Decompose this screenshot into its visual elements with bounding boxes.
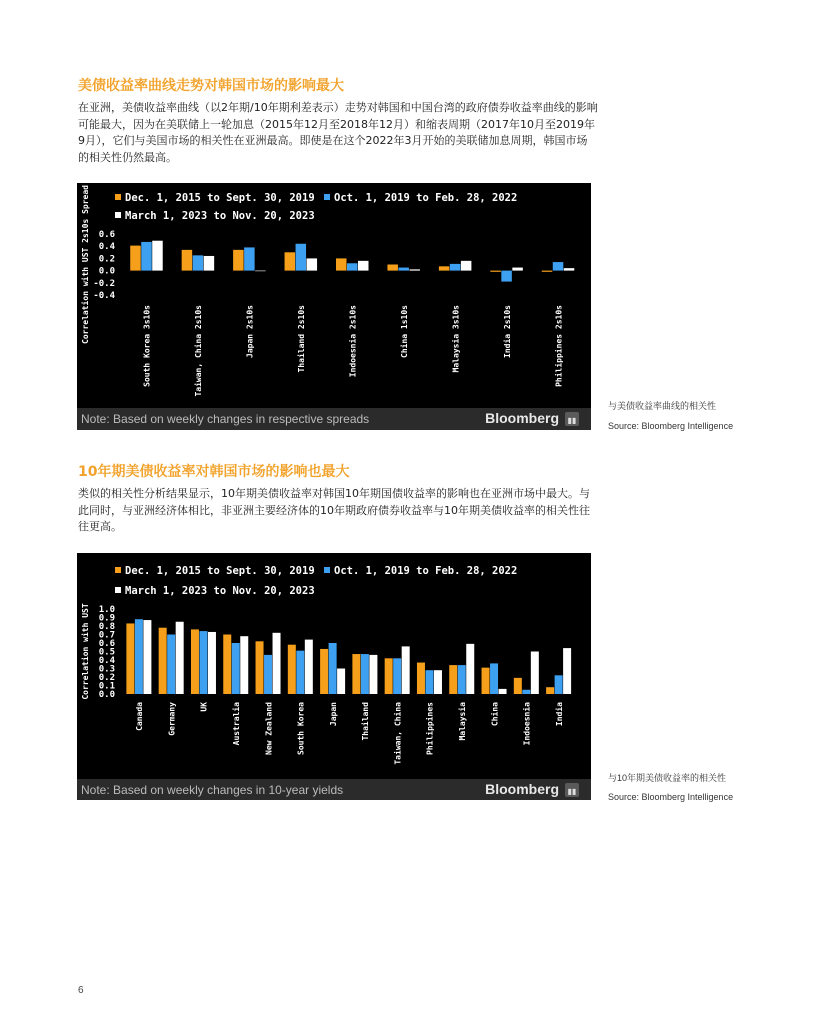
bar bbox=[564, 268, 575, 270]
x-category-label: India 2s10s bbox=[502, 305, 512, 358]
chart-2-caption-source: Source: Bloomberg Intelligence bbox=[608, 792, 734, 802]
chart-1-container bbox=[77, 183, 591, 430]
y-tick-label: 0.1 bbox=[98, 681, 115, 692]
y-tick-label: 0.9 bbox=[98, 613, 115, 624]
bar bbox=[305, 640, 313, 694]
x-category-label: Philippines bbox=[425, 702, 435, 755]
bar bbox=[466, 644, 474, 694]
chart-2-caption-title: 与10年期美债收益率的相关性 bbox=[608, 773, 727, 783]
x-category-label: China 1s10s bbox=[399, 305, 409, 358]
x-category-label: New Zealand bbox=[264, 702, 274, 755]
bar bbox=[402, 646, 410, 694]
legend-label: Dec. 1, 2015 to Sept. 30, 2019 bbox=[125, 192, 315, 204]
y-tick-label: 0.2 bbox=[98, 254, 115, 265]
bar bbox=[458, 665, 466, 694]
bar bbox=[255, 271, 266, 272]
y-tick-label: -0.4 bbox=[93, 291, 115, 301]
legend-label: Oct. 1, 2019 to Feb. 28, 2022 bbox=[334, 565, 518, 577]
bar bbox=[191, 629, 199, 694]
y-tick-label: 0.8 bbox=[98, 622, 115, 632]
bar bbox=[542, 271, 553, 272]
x-category-label: Philippines 2s10s bbox=[554, 305, 564, 387]
section-1-title: 美债收益率曲线走势对韩国市场的影响最大 bbox=[78, 78, 344, 94]
bar bbox=[425, 670, 433, 694]
bar bbox=[482, 668, 490, 694]
x-category-label: South Korea 3s10s bbox=[142, 305, 152, 387]
bar bbox=[204, 256, 215, 271]
bar bbox=[232, 643, 240, 694]
x-category-label: China bbox=[490, 702, 500, 727]
y-tick-label: 0.0 bbox=[98, 690, 115, 700]
bar bbox=[233, 250, 244, 271]
bar bbox=[336, 258, 347, 270]
y-tick-label: 0.6 bbox=[98, 639, 115, 649]
legend-swatch bbox=[324, 567, 330, 573]
bloomberg-terminal-glyph: ▮▮ bbox=[567, 416, 577, 425]
bar bbox=[522, 690, 530, 694]
bar bbox=[273, 633, 281, 694]
x-category-label: South Korea bbox=[296, 702, 306, 755]
y-axis-label: Correlation with UST bbox=[81, 603, 90, 700]
bar bbox=[393, 658, 401, 694]
bar bbox=[152, 241, 163, 271]
bar bbox=[512, 268, 523, 271]
bar bbox=[159, 628, 167, 694]
bar bbox=[307, 258, 318, 270]
x-category-label: Thailand 2s10s bbox=[297, 305, 307, 373]
legend-swatch bbox=[115, 587, 121, 593]
x-category-label: Japan bbox=[328, 702, 338, 727]
bar bbox=[143, 620, 151, 694]
chart-2-container bbox=[77, 553, 591, 800]
bar bbox=[244, 247, 255, 270]
legend-label: March 1, 2023 to Nov. 20, 2023 bbox=[125, 210, 315, 222]
bar bbox=[490, 663, 498, 694]
bar bbox=[385, 658, 393, 694]
x-category-label: Taiwan, China 2s10s bbox=[194, 305, 204, 397]
legend-swatch bbox=[115, 567, 121, 573]
bar bbox=[176, 622, 184, 694]
chart-2 bbox=[77, 553, 591, 800]
bar bbox=[347, 263, 358, 270]
bar bbox=[434, 670, 442, 694]
y-tick-label: 0.5 bbox=[98, 647, 115, 658]
chart-note: Note: Based on weekly changes in 10-year yields bbox=[81, 783, 344, 797]
bar bbox=[461, 261, 472, 271]
x-category-label: Indoesnia bbox=[522, 702, 532, 746]
y-tick-label: 0.2 bbox=[98, 673, 115, 683]
y-tick-label: 1.0 bbox=[98, 605, 115, 615]
x-category-label: UK bbox=[199, 702, 209, 712]
bar bbox=[337, 669, 345, 695]
bar bbox=[320, 649, 328, 694]
bloomberg-terminal-glyph: ▮▮ bbox=[567, 787, 577, 796]
x-category-label: India bbox=[554, 702, 564, 727]
y-tick-label: 0.4 bbox=[98, 242, 115, 253]
y-tick-label: 0.4 bbox=[98, 656, 115, 666]
bar bbox=[167, 635, 175, 695]
bloomberg-logo: Bloomberg bbox=[485, 781, 559, 797]
bar bbox=[546, 687, 554, 694]
y-tick-label: 0.6 bbox=[98, 230, 115, 240]
bar bbox=[563, 648, 571, 694]
bar bbox=[449, 665, 457, 694]
bar bbox=[417, 663, 425, 694]
bar bbox=[409, 269, 420, 270]
x-category-label: Indoesnia 2s10s bbox=[348, 305, 358, 378]
bar bbox=[398, 268, 409, 271]
page-number: 6 bbox=[78, 985, 84, 996]
bar bbox=[499, 689, 507, 694]
bar bbox=[240, 636, 248, 694]
bar bbox=[182, 250, 193, 271]
bar bbox=[193, 255, 204, 270]
bar bbox=[490, 271, 501, 272]
x-category-label: Thailand bbox=[361, 702, 371, 741]
bar bbox=[256, 641, 264, 694]
bar bbox=[329, 643, 337, 694]
chart-1 bbox=[77, 183, 591, 430]
bar bbox=[361, 654, 369, 694]
bar bbox=[296, 651, 304, 694]
legend-label: March 1, 2023 to Nov. 20, 2023 bbox=[125, 585, 315, 597]
legend-label: Dec. 1, 2015 to Sept. 30, 2019 bbox=[125, 565, 315, 577]
x-category-label: Canada bbox=[135, 702, 145, 731]
bar bbox=[531, 652, 539, 695]
x-category-label: Japan 2s10s bbox=[245, 305, 255, 358]
bar bbox=[208, 632, 216, 694]
bar bbox=[553, 262, 564, 271]
bar bbox=[135, 619, 143, 694]
x-category-label: Germany bbox=[167, 702, 177, 736]
bar bbox=[130, 246, 141, 271]
chart-1-caption-title: 与美债收益率曲线的相关性 bbox=[608, 401, 717, 411]
bar bbox=[296, 244, 307, 271]
x-category-label: Malaysia bbox=[458, 702, 467, 741]
legend-swatch bbox=[324, 194, 330, 200]
bar bbox=[264, 655, 272, 694]
bar bbox=[439, 266, 450, 270]
bar bbox=[369, 655, 377, 694]
y-tick-label: 0.7 bbox=[98, 630, 115, 641]
bar bbox=[288, 645, 296, 694]
y-tick-label: -0.2 bbox=[93, 278, 115, 289]
x-category-label: Taiwan, China bbox=[393, 702, 403, 765]
section-1-paragraph: 在亚洲，美债收益率曲线（以2年期/10年期利差表示）走势对韩国和中国台湾的政府债券收益率曲线的影响可能最大，因为在美联储上一轮加息（2015年12月至2018年12月）和缩表周期（2017年10月至2019年9月），它们与美国市场的相关性在亚洲最高。即使是在这个2022年3月开始的美联储加息周期，韩国市场的相关性仍然最高。 bbox=[78, 101, 598, 164]
section-2-title: 10年期美债收益率对韩国市场的影响也最大 bbox=[78, 464, 350, 480]
legend-swatch bbox=[115, 212, 121, 218]
bar bbox=[126, 623, 134, 694]
section-2-paragraph: 类似的相关性分析结果显示，10年期美债收益率对韩国10年期国债收益率的影响也在亚洲市场中最大。与此同时，与亚洲经济体相比，非亚洲主要经济体的10年期政府债券收益率与10年期美债收益率的相关性往往更高。 bbox=[78, 487, 590, 533]
legend-swatch bbox=[115, 194, 121, 200]
bar bbox=[514, 678, 522, 694]
x-category-label: Malaysia 3s10s bbox=[451, 305, 461, 373]
bloomberg-logo: Bloomberg bbox=[485, 410, 559, 426]
bar bbox=[199, 631, 207, 694]
bar bbox=[223, 635, 231, 695]
bar bbox=[141, 242, 152, 271]
bar bbox=[352, 654, 360, 694]
x-category-label: Australia bbox=[232, 702, 241, 746]
bar bbox=[285, 252, 296, 270]
bar bbox=[555, 675, 563, 694]
chart-note: Note: Based on weekly changes in respective spreads bbox=[81, 412, 370, 426]
y-axis-label: Correlation with UST 2s10s Spread bbox=[81, 185, 90, 344]
bar bbox=[450, 264, 461, 271]
bar bbox=[387, 265, 398, 271]
bar bbox=[358, 261, 369, 271]
y-tick-label: 0.0 bbox=[98, 266, 115, 277]
legend-label: Oct. 1, 2019 to Feb. 28, 2022 bbox=[334, 192, 518, 204]
bar bbox=[501, 271, 512, 282]
y-tick-label: 0.3 bbox=[98, 664, 115, 675]
chart-1-caption-source: Source: Bloomberg Intelligence bbox=[608, 421, 734, 431]
